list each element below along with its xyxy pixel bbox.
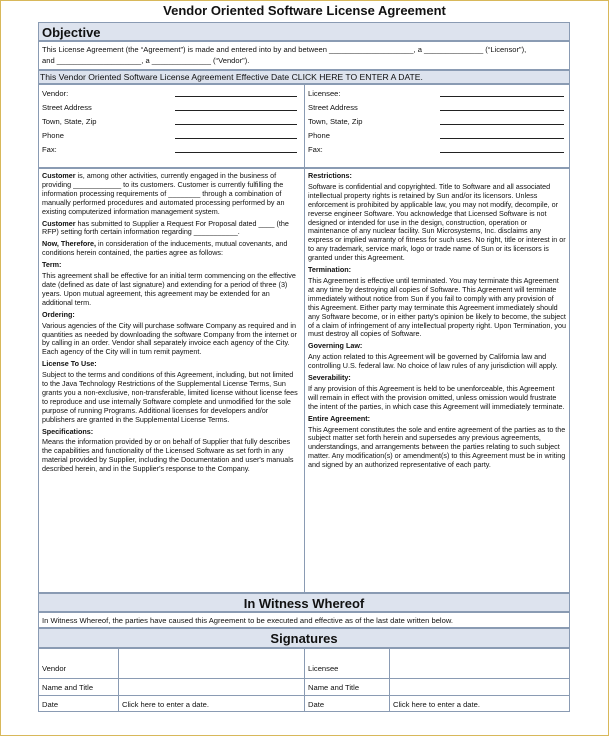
ordering-heading: Ordering: (42, 309, 75, 319)
sig-vendor-date-label: Date (42, 700, 59, 709)
restrictions-heading: Restrictions: (308, 171, 352, 180)
severability-paragraph: If any provision of this Agreement is held to be unenforceable, this Agreement will remain in effect with the provision omitted, unless omission would frustrate the intent of the parties, in which case this Agreement will immediately terminate. (308, 383, 565, 411)
term-heading: Term: (42, 260, 62, 270)
sig-licensee-date-label: Date (308, 700, 325, 709)
licensee-town-label: Town, State, Zip (308, 117, 363, 126)
vendor-label: Vendor: (42, 89, 69, 98)
restrictions-paragraph: Software is confidential and copyrighted. Title to Software and all associated intellectual property rights is retained by Sun and/or its licensors. Unless enforcement is prohibited by applicable law, you may not modify, decompile, or reverse engineer Software. You acknowledge that Licensed Software is not designed or intended for use in the design, construction, operation or maintenance of any nuclear facility. Sun Microsystems, Inc. disclaims any express or implied warranty of fitness for such uses. No right, title or interest in or to any trademark, service mark, logo or trade name of Sun or its licensors is granted under this Agreement. (308, 181, 566, 263)
signatures-heading: Signatures (270, 631, 338, 646)
objective-line-2: and ____________________, a ______________ (“Vendor”). (42, 56, 250, 65)
vendor-town-line[interactable] (175, 124, 297, 125)
witness-heading-band (38, 593, 570, 612)
governing-law-heading: Governing Law: (308, 341, 363, 351)
specifications-paragraph: Means the information provided by or on behalf of Supplier that fully describes the capabilities and functionality of the Licensed Software as set forth in any material provided by Supplier, including the Documentation and user's manuals described herein, and in the Supplier's response to the Company. (42, 437, 294, 474)
governing-law-paragraph: Any action related to this Agreement will be governed by California law and controlling U.S. federal law. No choice of law rules of any jurisdiction will apply. (308, 352, 558, 371)
vendor-name-line[interactable] (175, 96, 297, 97)
terms-right-column (308, 172, 566, 473)
vendor-phone-line[interactable] (175, 138, 297, 139)
license-paragraph: Subject to the terms and conditions of this Agreement, including, but not limited to the Java Technology Restrictions of the Supplemental License Terms, Sun grants you a non-exclusive, non-transferable, limited license without license fees to reproduce and use internally Software complete and unmodified for the sole purpose of running Programs. Additional licenses for developers and/or publishers are granted in the Supplemental License Terms. (42, 370, 298, 424)
vendor-street-line[interactable] (175, 110, 297, 111)
sig-vendor-date-field[interactable]: Click here to enter a date. (122, 700, 209, 709)
witness-text: In Witness Whereof, the parties have caused this Agreement to be executed and effective as of the last date written below. (42, 616, 454, 625)
sig-licensee-label: Licensee (308, 664, 339, 673)
witness-heading: In Witness Whereof (243, 596, 365, 611)
terms-left-column (42, 172, 300, 477)
license-heading: License To Use: (42, 359, 97, 369)
vendor-fax-label: Fax: (42, 145, 57, 154)
sig-vendor-name-title-label: Name and Title (42, 683, 94, 692)
licensee-fax-label: Fax: (308, 145, 323, 154)
parties-divider (304, 84, 305, 168)
vendor-street-label: Street Address (42, 103, 92, 112)
objective-intro (38, 41, 570, 70)
licensee-town-line[interactable] (440, 124, 564, 125)
licensee-fax-line[interactable] (440, 152, 564, 153)
rfp-paragraph: Customer has submitted to Supplier a Request For Proposal dated ____ (the RFP) setting forth certain information regarding ___________. (42, 218, 289, 237)
licensee-street-label: Street Address (308, 103, 358, 112)
terms-divider (304, 168, 305, 593)
sig-licensee-date-field[interactable]: Click here to enter a date. (393, 700, 480, 709)
sig-licensee-name-title-label: Name and Title (308, 683, 360, 692)
termination-paragraph: This Agreement is effective until terminated. You may terminate this Agreement at any time by destroying all copies of Software. This Agreement will terminate immediately without notice from Sun if you fail to comply with any provision of this Agreement. Either party may terminate this Agreement immediately should any Software become, or in either party's opinion be likely to become, the subject of a claim of infringement of any intellectual property right. Upon Termination, you must destroy all copies of Software. (308, 275, 566, 339)
signatures-heading-band (38, 628, 570, 648)
licensee-street-line[interactable] (440, 110, 564, 111)
severability-heading: Severability: (308, 373, 351, 383)
ordering-paragraph: Various agencies of the City will purchase software Company as required and in quantities as needed by downloading the software Company from the internet or by calling in an order. Vendor shall separately invoice each agency of the City. Each agency of the City will in turn remit payment. (42, 320, 297, 357)
licensee-name-line[interactable] (440, 96, 564, 97)
entire-agreement-heading: Entire Agreement: (308, 413, 371, 423)
therefore-paragraph: Now, Therefore, in consideration of the inducements, mutual covenants, and conditions herein contained, the parties agree as follows: (42, 239, 288, 258)
customer-paragraph: Customer is, among other activities, currently engaged in the business of providing ____________ to its customers. Customer is currently fulfilling the information processing requirements of ________ through a combination of manually performed procedures and automated processing performed by an existing computerized information management system. (42, 171, 285, 216)
vendor-town-label: Town, State, Zip (42, 117, 97, 126)
witness-text-row (38, 612, 570, 628)
sig-vendor-label: Vendor (42, 664, 67, 673)
objective-heading: Objective (42, 25, 101, 40)
licensee-label: Licensee: (308, 89, 341, 98)
objective-heading-band (38, 22, 570, 41)
signatures-col-divider-3 (389, 648, 390, 712)
vendor-fax-line[interactable] (175, 152, 297, 153)
signatures-col-divider-2 (304, 648, 305, 712)
signatures-col-divider-1 (118, 648, 119, 712)
termination-heading: Termination: (308, 265, 351, 275)
term-paragraph: This agreement shall be effective for an initial term commencing on the effective date (defined as date of last signature) and extending for a period of three (3) years. Upon mutual agreement, this agreement may be extended for an additional term. (42, 271, 296, 307)
licensee-phone-label: Phone (308, 131, 330, 140)
effective-date-text[interactable]: This Vendor Oriented Software License Agreement Effective Date CLICK HERE TO ENTER A DATE. (40, 72, 423, 82)
specifications-heading: Specifications: (42, 426, 94, 436)
entire-agreement-paragraph: This Agreement constitutes the sole and entire agreement of the parties as to the subject matter set forth herein and supersedes any previous agreements, understandings, and arrangements between the parties relating to such subject matter. Any modification(s) or amendment(s) to this Agreement must be in writing and signed by an authorized representative of each party. (308, 424, 566, 470)
licensee-phone-line[interactable] (440, 138, 564, 139)
objective-line-1: This License Agreement (the “Agreement”) is made and entered into by and between ____________________, a ______________ (“Licensor”), (42, 45, 527, 54)
effective-date-band[interactable] (38, 70, 570, 84)
vendor-phone-label: Phone (42, 131, 64, 140)
document-title: Vendor Oriented Software License Agreement (163, 3, 446, 18)
